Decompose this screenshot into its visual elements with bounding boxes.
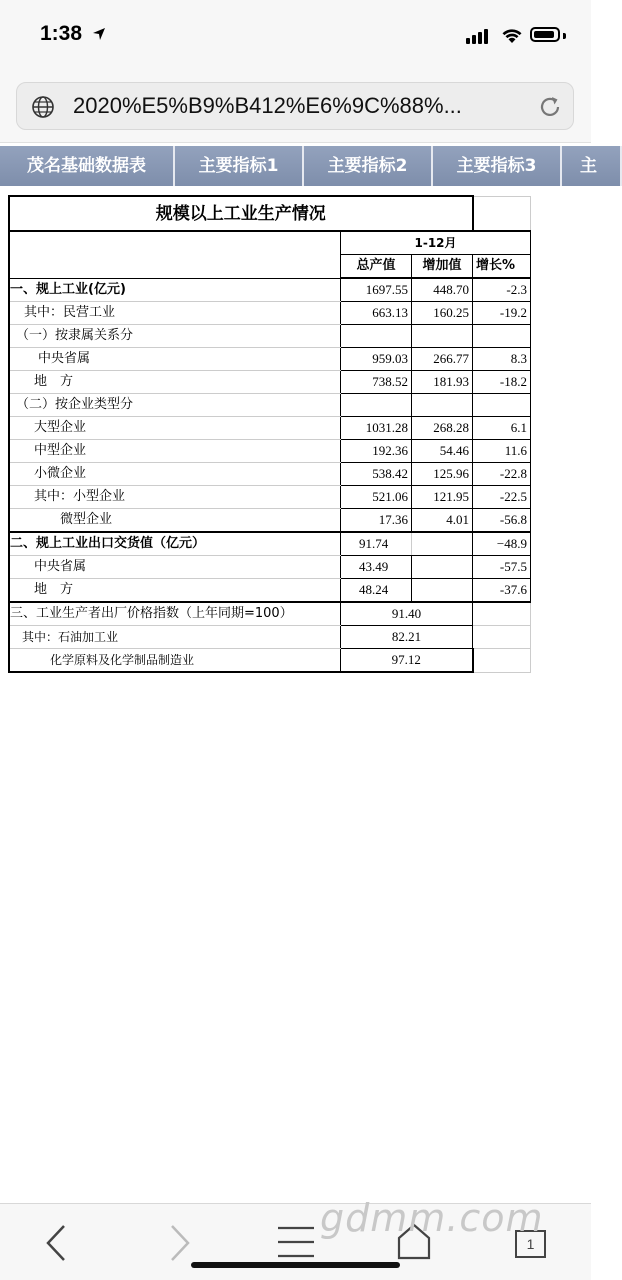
watermark-text: gdmm.com bbox=[320, 1196, 544, 1240]
table-row bbox=[9, 417, 531, 440]
cell-blank bbox=[473, 626, 531, 649]
table-row bbox=[9, 556, 531, 579]
cell-output: 738.52 bbox=[341, 371, 412, 394]
table-row bbox=[9, 371, 531, 394]
cell-growth: 6.1 bbox=[473, 417, 531, 440]
cell-growth: −48.9 bbox=[473, 532, 531, 556]
row-label: 小微企业 bbox=[9, 463, 341, 486]
cell-output: 663.13 bbox=[341, 302, 412, 325]
row-label: 地 方 bbox=[9, 579, 341, 603]
col-header-output: 总产值 bbox=[341, 255, 412, 279]
cell-output: 1031.28 bbox=[341, 417, 412, 440]
cell-growth: -37.6 bbox=[473, 579, 531, 603]
header-blank-cell bbox=[9, 231, 341, 278]
menu-icon[interactable] bbox=[277, 1224, 315, 1260]
table-row bbox=[9, 440, 531, 463]
row-label: 三、工业生产者出厂价格指数（上年同期=100） bbox=[9, 602, 341, 626]
table-row bbox=[9, 626, 531, 649]
cell-growth: -57.5 bbox=[473, 556, 531, 579]
table-row bbox=[9, 463, 531, 486]
cell-value-added: 268.28 bbox=[412, 417, 473, 440]
cell-output: 959.03 bbox=[341, 348, 412, 371]
cell-blank bbox=[473, 649, 531, 673]
cell-output: 538.42 bbox=[341, 463, 412, 486]
row-label: 大型企业 bbox=[9, 417, 341, 440]
report-title: 规模以上工业生产情况 bbox=[9, 196, 473, 231]
cell-output: 43.49 bbox=[341, 556, 412, 579]
table-row bbox=[9, 602, 531, 626]
row-label: 其中：民营工业 bbox=[9, 302, 341, 325]
row-label: 二、规上工业出口交货值（亿元） bbox=[9, 532, 341, 556]
tab-basic-data[interactable]: 茂名基础数据表 bbox=[0, 146, 175, 186]
title-blank-cell bbox=[473, 196, 531, 231]
table-row bbox=[9, 532, 531, 556]
battery-cap bbox=[563, 33, 566, 39]
status-bar bbox=[0, 0, 591, 70]
wifi-icon bbox=[501, 27, 523, 44]
cell-growth: -2.3 bbox=[473, 278, 531, 302]
cell-value-added: 121.95 bbox=[412, 486, 473, 509]
cell-value-added: 125.96 bbox=[412, 463, 473, 486]
tab-count-button[interactable]: 1 bbox=[515, 1230, 546, 1258]
cell-output: 192.36 bbox=[341, 440, 412, 463]
cell-value-added: 4.01 bbox=[412, 509, 473, 533]
table-row bbox=[9, 325, 531, 348]
table-row bbox=[9, 509, 531, 533]
cellular-signal-icon bbox=[466, 28, 492, 44]
cell-index-value: 91.40 bbox=[341, 602, 473, 626]
row-label: 中央省属 bbox=[9, 348, 341, 371]
cell-growth: -56.8 bbox=[473, 509, 531, 533]
cell-value-added: 181.93 bbox=[412, 371, 473, 394]
row-label: 化学原料及化学制品制造业 bbox=[9, 649, 341, 673]
status-time: 1:38 bbox=[40, 22, 83, 45]
cell-index-value: 97.12 bbox=[341, 649, 473, 673]
cell-value-added: 54.46 bbox=[412, 440, 473, 463]
cell-output: 48.24 bbox=[341, 579, 412, 603]
row-label: （一）按隶属关系分 bbox=[9, 325, 341, 348]
cell-output: 17.36 bbox=[341, 509, 412, 533]
cell-output bbox=[341, 394, 412, 417]
cell-value-added bbox=[412, 325, 473, 348]
location-arrow-icon bbox=[92, 27, 106, 41]
battery-icon bbox=[530, 27, 560, 42]
cell-growth: -18.2 bbox=[473, 371, 531, 394]
table-row bbox=[9, 579, 531, 603]
cell-value-added: 448.70 bbox=[412, 278, 473, 302]
cell-growth: -19.2 bbox=[473, 302, 531, 325]
col-header-value-added: 增加值 bbox=[412, 255, 473, 279]
cell-output: 1697.55 bbox=[341, 278, 412, 302]
cell-value-added: 266.77 bbox=[412, 348, 473, 371]
cell-growth: -22.8 bbox=[473, 463, 531, 486]
back-icon[interactable] bbox=[44, 1224, 68, 1262]
row-label: 中央省属 bbox=[9, 556, 341, 579]
reload-icon[interactable] bbox=[537, 94, 563, 120]
table-row bbox=[9, 348, 531, 371]
browser-header bbox=[0, 70, 591, 143]
report-table bbox=[8, 195, 531, 673]
table-row bbox=[9, 394, 531, 417]
row-label: 其中：石油加工业 bbox=[9, 626, 341, 649]
tab-main-indicators-3[interactable]: 主要指标3 bbox=[433, 146, 562, 186]
cell-value-added bbox=[412, 394, 473, 417]
cell-index-value: 82.21 bbox=[341, 626, 473, 649]
col-header-growth: 增长% bbox=[473, 255, 531, 279]
table-row bbox=[9, 486, 531, 509]
address-bar[interactable] bbox=[16, 82, 574, 130]
row-label: 中型企业 bbox=[9, 440, 341, 463]
row-label: 一、规上工业(亿元) bbox=[9, 278, 341, 302]
table-row bbox=[9, 649, 531, 673]
tab-main-indicators-1[interactable]: 主要指标1 bbox=[175, 146, 304, 186]
cell-growth bbox=[473, 325, 531, 348]
cell-growth bbox=[473, 394, 531, 417]
cell-value-added bbox=[412, 556, 473, 579]
tab-more[interactable]: 主 bbox=[562, 146, 622, 186]
row-label: 地 方 bbox=[9, 371, 341, 394]
cell-output bbox=[341, 325, 412, 348]
home-indicator bbox=[191, 1262, 400, 1268]
table-row bbox=[9, 278, 531, 302]
globe-icon bbox=[31, 95, 55, 119]
sheet-tab-bar bbox=[0, 146, 597, 186]
url-text[interactable]: 2020%E5%B9%B412%E6%9C%88%... bbox=[73, 93, 462, 118]
cell-growth: 8.3 bbox=[473, 348, 531, 371]
row-label: （二）按企业类型分 bbox=[9, 394, 341, 417]
period-header: 1-12月 bbox=[341, 231, 531, 255]
cell-growth: -22.5 bbox=[473, 486, 531, 509]
cell-value-added bbox=[412, 579, 473, 603]
forward-icon[interactable] bbox=[168, 1224, 192, 1262]
cell-output: 521.06 bbox=[341, 486, 412, 509]
cell-output: 91.74 bbox=[341, 532, 412, 556]
tab-main-indicators-2[interactable]: 主要指标2 bbox=[304, 146, 433, 186]
row-label: 其中：小型企业 bbox=[9, 486, 341, 509]
row-label: 微型企业 bbox=[9, 509, 341, 533]
cell-value-added: 160.25 bbox=[412, 302, 473, 325]
table-row bbox=[9, 302, 531, 325]
cell-blank bbox=[473, 602, 531, 626]
cell-growth: 11.6 bbox=[473, 440, 531, 463]
cell-value-added bbox=[412, 532, 473, 556]
